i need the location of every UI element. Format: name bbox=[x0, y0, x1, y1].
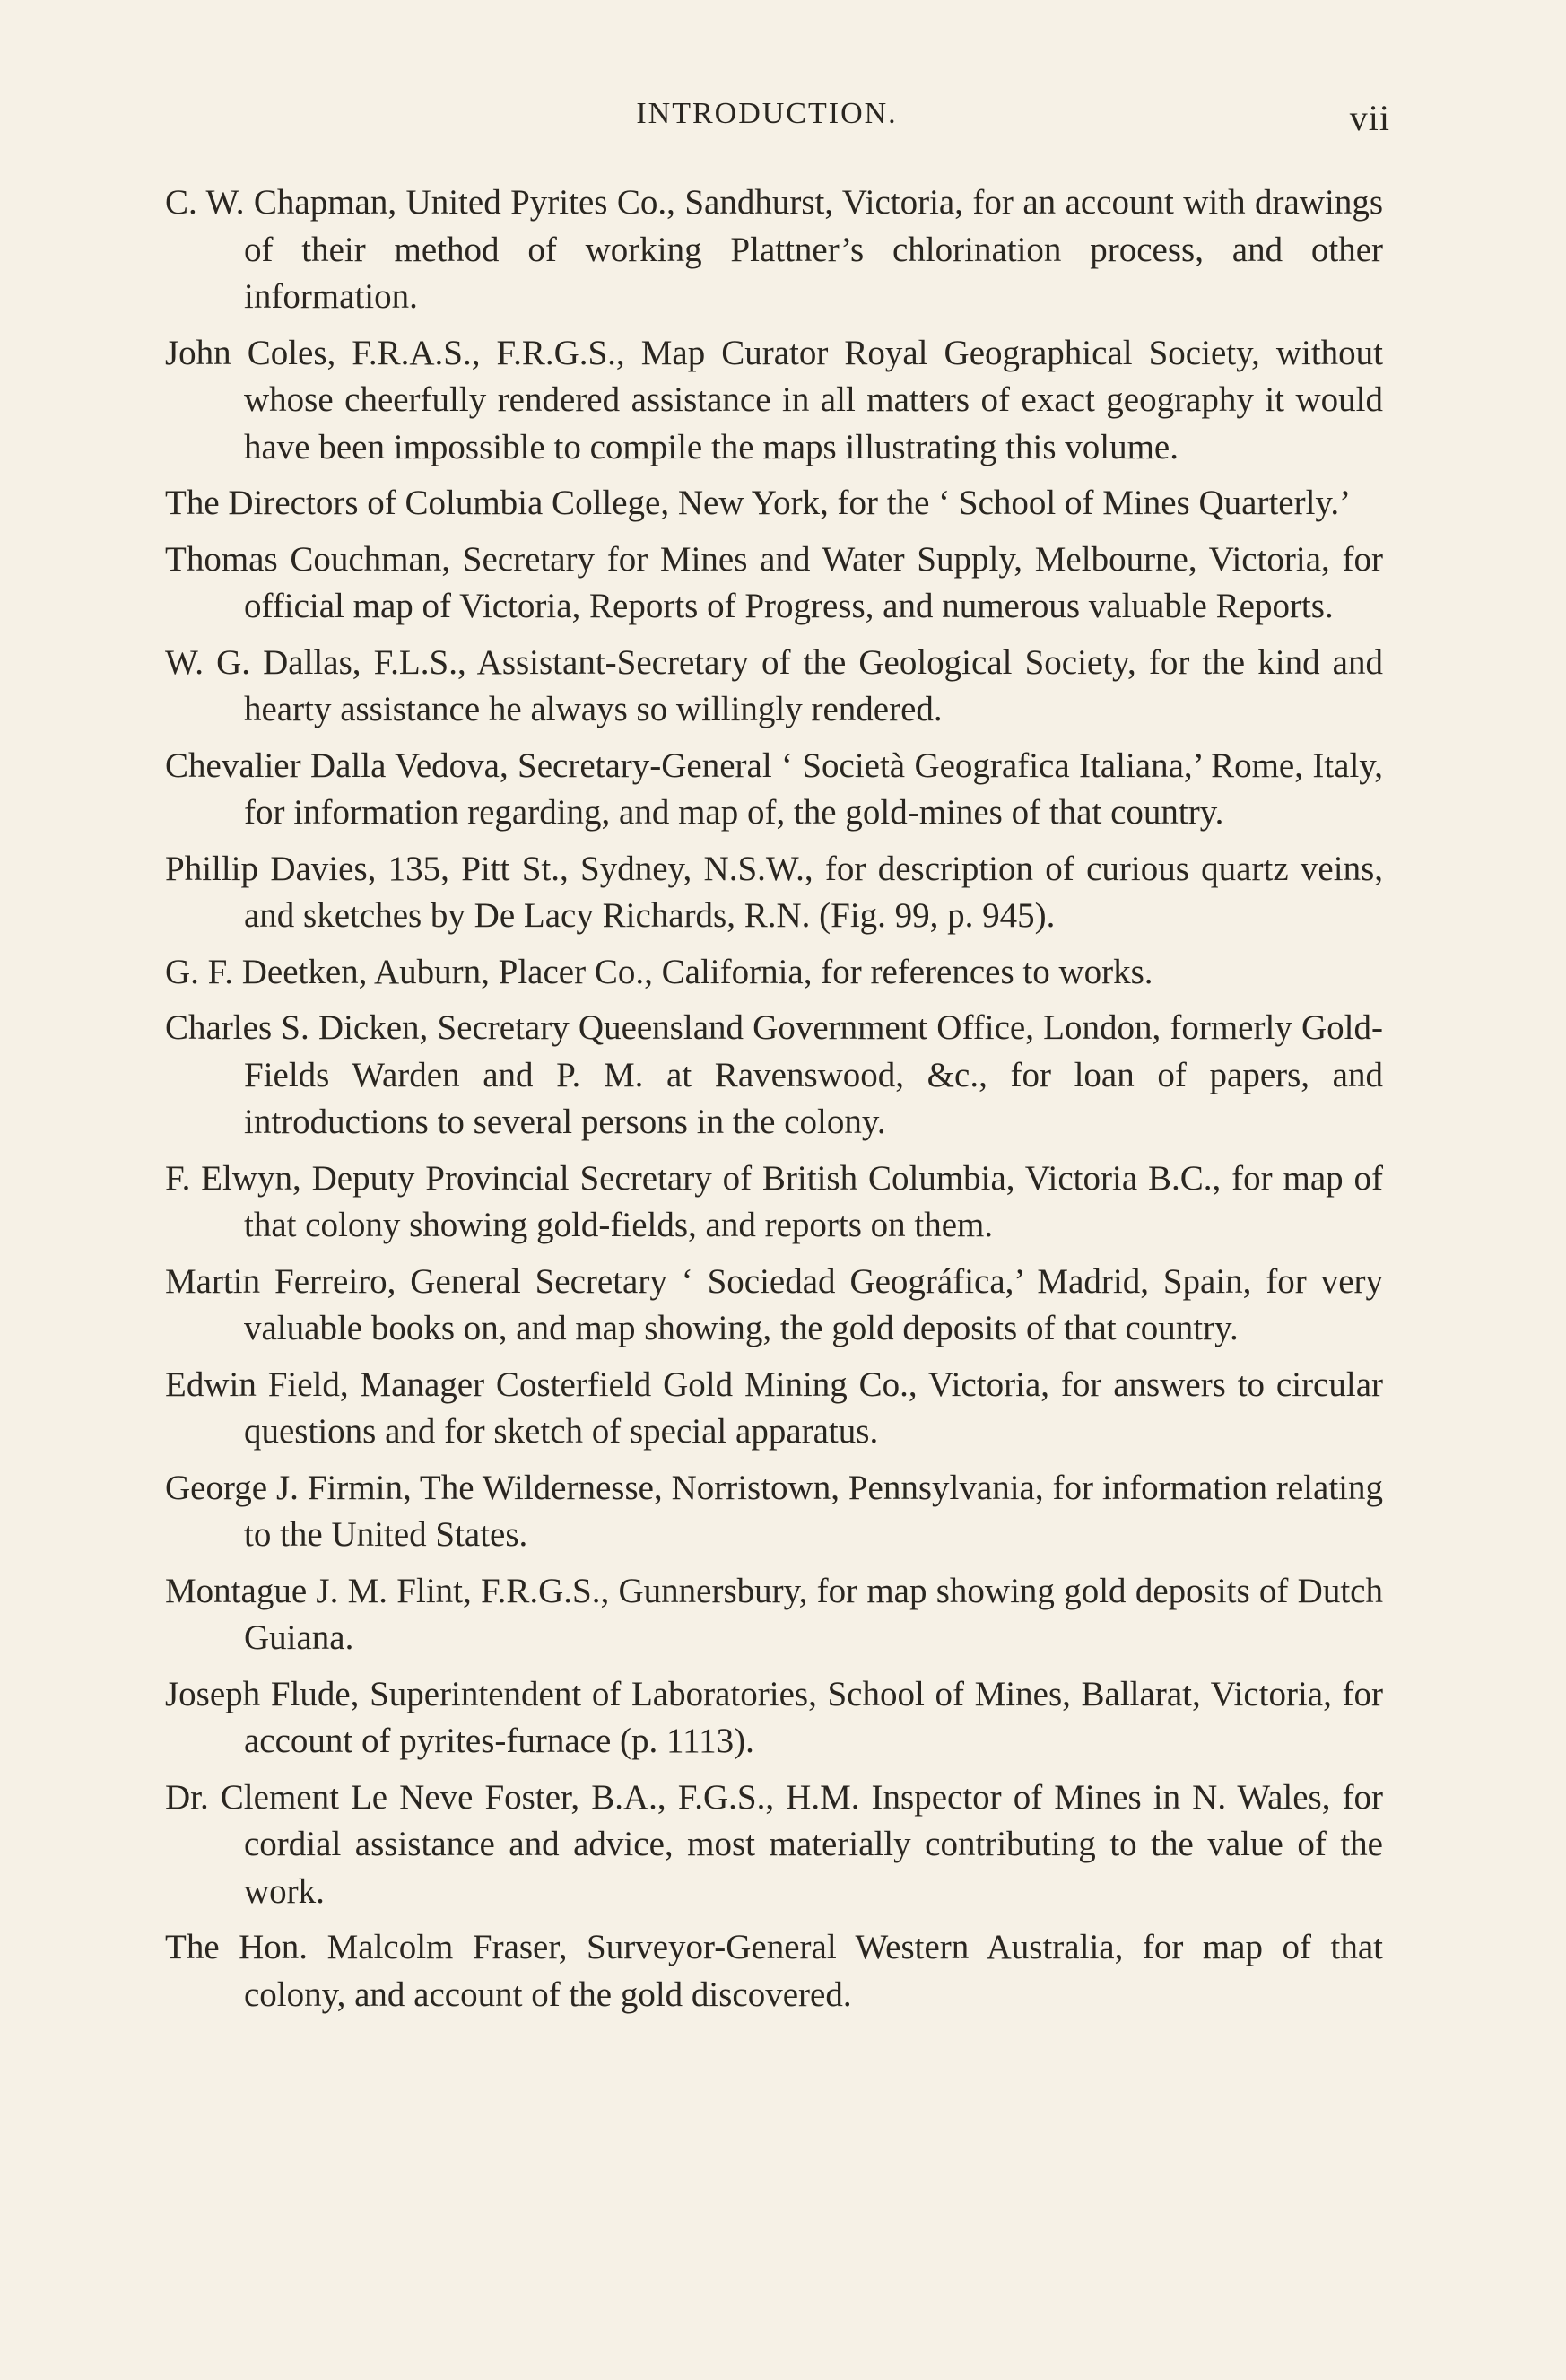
page-number: vii bbox=[1349, 98, 1390, 138]
acknowledgement-entry: Montague J. M. Flint, F.R.G.S., Gunnersbury, for map showing gold deposits of Dutch Guiana. bbox=[165, 1571, 1383, 1657]
running-head-title: INTRODUCTION. bbox=[636, 97, 898, 130]
acknowledgement-entry: George J. Firmin, The Wildernesse, Norristown, Pennsylvania, for information relating to the United States. bbox=[165, 1468, 1383, 1554]
acknowledgements-list bbox=[165, 179, 1383, 2027]
acknowledgement-entry: The Hon. Malcolm Fraser, Surveyor-General Western Australia, for map of that colony, and account of the gold discovered. bbox=[165, 1928, 1383, 2014]
acknowledgement-entry: Chevalier Dalla Vedova, Secretary-General ‘ Società Geografica Italiana,’ Rome, Italy, for information regarding, and map of, the gold-mines of that country. bbox=[165, 745, 1383, 832]
running-head bbox=[0, 97, 1566, 142]
acknowledgement-entry: The Directors of Columbia College, New York, for the ‘ School of Mines Quarterly.’ bbox=[165, 484, 1352, 522]
acknowledgement-entry: Dr. Clement Le Neve Foster, B.A., F.G.S., H.M. Inspector of Mines in N. Wales, for cordial assistance and advice, most materially contributing to the value of the work. bbox=[165, 1777, 1383, 1911]
acknowledgement-entry: Thomas Couchman, Secretary for Mines and Water Supply, Melbourne, Victoria, for official map of Victoria, Reports of Progress, and numerous valuable Reports. bbox=[165, 539, 1383, 625]
acknowledgement-entry: F. Elwyn, Deputy Provincial Secretary of British Columbia, Victoria B.C., for map of that colony showing gold-fields, and reports on them. bbox=[165, 1158, 1383, 1244]
acknowledgement-entry: Edwin Field, Manager Costerfield Gold Mining Co., Victoria, for answers to circular questions and for sketch of special apparatus. bbox=[165, 1364, 1383, 1451]
acknowledgement-entry: Phillip Davies, 135, Pitt St., Sydney, N.S.W., for description of curious quartz veins, and sketches by De Lacy Richards, R.N. (Fig. 99, p. 945). bbox=[165, 849, 1383, 935]
acknowledgement-entry: W. G. Dallas, F.L.S., Assistant-Secretary of the Geological Society, for the kind and hearty assistance he always so willingly rendered. bbox=[165, 642, 1383, 728]
acknowledgement-entry: Charles S. Dicken, Secretary Queensland Government Office, London, formerly Gold-Fields Warden and P. M. at Ravenswood, &c., for loan of papers, and introductions to several persons in the colony. bbox=[165, 1008, 1383, 1141]
acknowledgement-entry: John Coles, F.R.A.S., F.R.G.S., Map Curator Royal Geographical Society, without whose cheerfully rendered assistance in all matters of exact geography it would have been impossible to compile the maps illustrating this volume. bbox=[165, 333, 1383, 466]
acknowledgement-entry: Martin Ferreiro, General Secretary ‘ Sociedad Geográfica,’ Madrid, Spain, for very valuable books on, and map showing, the gold deposits of that country. bbox=[165, 1261, 1383, 1347]
acknowledgement-entry: Joseph Flude, Superintendent of Laboratories, School of Mines, Ballarat, Victoria, for account of pyrites-furnace (p. 1113). bbox=[165, 1674, 1383, 1760]
acknowledgement-entry: C. W. Chapman, United Pyrites Co., Sandhurst, Victoria, for an account with drawings of their method of working Plattner’s chlorination process, and other information. bbox=[165, 183, 1383, 316]
acknowledgement-entry: G. F. Deetken, Auburn, Placer Co., California, for references to works. bbox=[165, 952, 1153, 991]
